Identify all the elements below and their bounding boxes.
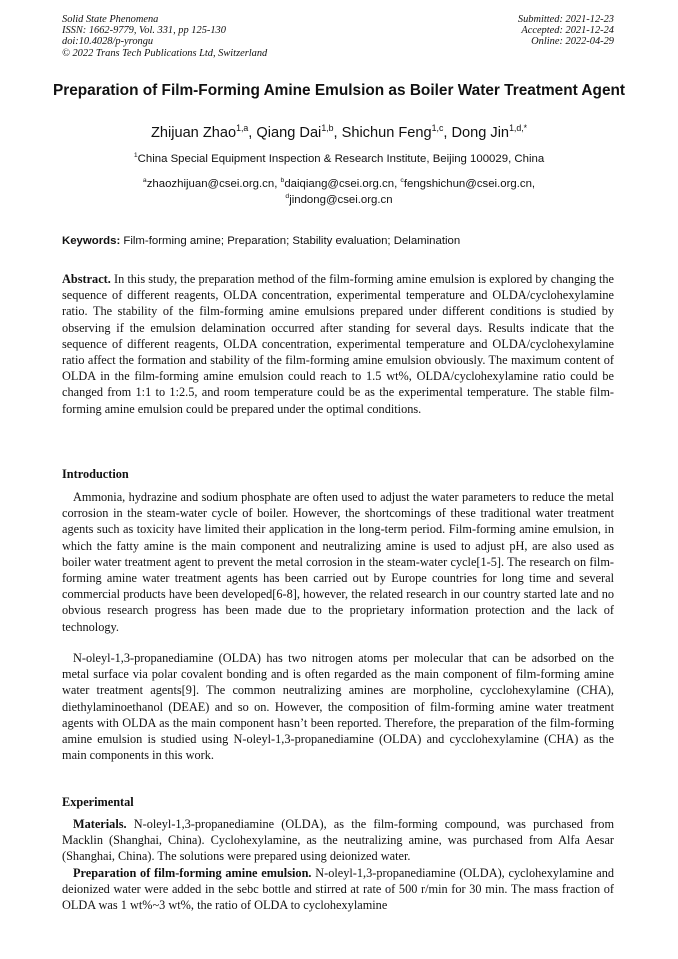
paper-title: Preparation of Film-Forming Amine Emulsion as Boiler Water Treatment Agent bbox=[52, 82, 626, 99]
preparation-paragraph bbox=[62, 865, 614, 914]
materials-label: Materials. bbox=[73, 817, 127, 831]
keywords-text: Film-forming amine; Preparation; Stability evaluation; Delamination bbox=[123, 235, 461, 247]
abstract-text: In this study, the preparation method of the film-forming amine emulsion is explored by changing the sequence of different reagents, OLDA concentration, experimental temperature and OLDA/cyclohexylamine ratio. The stability of the film-forming amine emulsions prepared under different conditions is studied by observing if the emulsion delamination occurred after standing for several days. Results indicate that the sequence of different reagents, OLDA concentration, experimental temperature and OLDA/cyclohexylamine ratio affect the formation and stability of the film-forming amine emulsion obviously. The maximum content of OLDA in the film-forming amine emulsion could reach to 1.5 wt%, OLDA/cyclohexylamine ratio could be changed from 1:1 to 1:2.5, and room temperature could be as the experimental temperature. The stable film-forming amine emulsion could be prepared under the optimal conditions. bbox=[62, 272, 614, 416]
affiliation-sup: 1 bbox=[133, 152, 138, 160]
email-link[interactable]: daiqiang@csei.org.cn bbox=[284, 178, 395, 190]
doi: doi:10.4028/p-yrongu bbox=[62, 36, 154, 48]
author-name: Zhijuan Zhao bbox=[150, 125, 237, 141]
email-sup: c bbox=[400, 177, 404, 185]
online-date: Online: 2022-04-29 bbox=[531, 36, 614, 48]
abstract-label: Abstract. bbox=[62, 272, 111, 286]
email-link[interactable]: jindong@csei.org.cn bbox=[289, 194, 393, 206]
copyright: © 2022 Trans Tech Publications Ltd, Switzerland bbox=[62, 47, 268, 59]
preparation-text: N-oleyl-1,3-propanediamine (OLDA), cyclohexylamine and deionized water were added in the sebc bottle and stirred at rate of 500 r/min for 30 min. The mass fraction of OLDA was 1 wt%~3 wt%, the ratio of OLDA to cyclohexylamine bbox=[62, 866, 614, 913]
email-sup: d bbox=[285, 193, 290, 201]
email-link[interactable]: fengshichun@csei.org.cn bbox=[403, 178, 532, 190]
author-sup: 1,c bbox=[431, 123, 444, 134]
publication-dates bbox=[518, 14, 614, 48]
journal-info bbox=[62, 14, 267, 59]
abstract bbox=[62, 271, 614, 417]
materials-paragraph bbox=[62, 816, 614, 865]
accepted-date: Accepted: 2021-12-24 bbox=[521, 25, 614, 37]
preparation-label: Preparation of film-forming amine emulsion. bbox=[73, 866, 312, 880]
email-sup: a bbox=[142, 177, 147, 185]
affiliation-text: China Special Equipment Inspection & Research Institute, Beijing 100029, China bbox=[137, 153, 545, 165]
keywords bbox=[62, 234, 460, 248]
materials-text: N-oleyl-1,3-propanediamine (OLDA), as the film-forming compound, was purchased from Macklin (Shanghai, China). Cyclohexylamine, as the neutralizing amine, was purchased from Alfa Aesar (Shanghai, China). The solutions were prepared using deionized water. bbox=[62, 817, 615, 864]
author-sup: 1,d,* bbox=[509, 123, 528, 134]
section-heading-experimental: Experimental bbox=[62, 795, 134, 809]
email-list: $^a$zhaozhijuan@csei.org.cn, $^b$daiqiang@csei.org.cn, $^c$fengshichun@csei.org.cn, $^d$jindong@csei.org.cn bbox=[142, 177, 536, 206]
paragraph: Ammonia, hydrazine and sodium phosphate are often used to adjust the water parameters to reduce the metal corrosion in the steam-water cycle of boiler. However, the shortcomings of these traditional water treatment agents such as toxicity have limited their application in the long-term period. Film-forming amine emulsion, in which the fatty amine is the main component and neutralizing amine is used to adjust pH, are also used as boiler water treatment agent to prevent the metal corrosion in the steam-water cycle[1-5]. The research on film-forming amine water treatment agents has been carried out by Europe countries for long time and several commercial products have been developed[6-8], however, the related research in our country started late and no obvious research progress has been made due to the proprietary information protection and the lack of technology. bbox=[62, 490, 614, 634]
author-name: Dong Jin bbox=[451, 125, 510, 141]
author-list: Zhijuan Zhao$^{1,a}$, Qiang Dai$^{1,b}$, Shichun Feng$^{1,c}$, Dong Jin$^{1,d,*}$ bbox=[150, 123, 528, 141]
email-sup: b bbox=[280, 177, 285, 185]
submitted-date: Submitted: 2021-12-23 bbox=[517, 14, 614, 25]
issn-line: ISSN: 1662-9779, Vol. 331, pp 125-130 bbox=[62, 25, 226, 37]
author-sup: 1,b bbox=[321, 123, 334, 134]
author-name: Shichun Feng bbox=[341, 125, 432, 141]
paragraph: N-oleyl-1,3-propanediamine (OLDA) has two nitrogen atoms per molecular that can be adsorbed on the metal surface via polar covalent bonding and is often regarded as the main component of film-forming amine water treatment agents[9]. The common neutralizing amines are morpholine, cycclohexylamine (CHA), diethylaminoethanol (DEAE) and so on. However, the composition of film-forming amine water treatment agents with OLDA as the main component hasn’t been reported. Therefore, the preparation of the film-forming amine emulsion is studied using N-oleyl-1,3-propanediamine (OLDA) and cycclohexylamine (CHA) as the main components in this work. bbox=[62, 651, 614, 763]
affiliation bbox=[40, 152, 638, 166]
keywords-label: Keywords: bbox=[62, 235, 121, 247]
section-heading-introduction: Introduction bbox=[62, 467, 129, 481]
journal-name: Solid State Phenomena bbox=[62, 14, 159, 25]
author-sup: 1,a bbox=[236, 123, 249, 134]
email-link[interactable]: zhaozhijuan@csei.org.cn bbox=[146, 178, 275, 190]
author-name: Qiang Dai bbox=[256, 125, 322, 141]
